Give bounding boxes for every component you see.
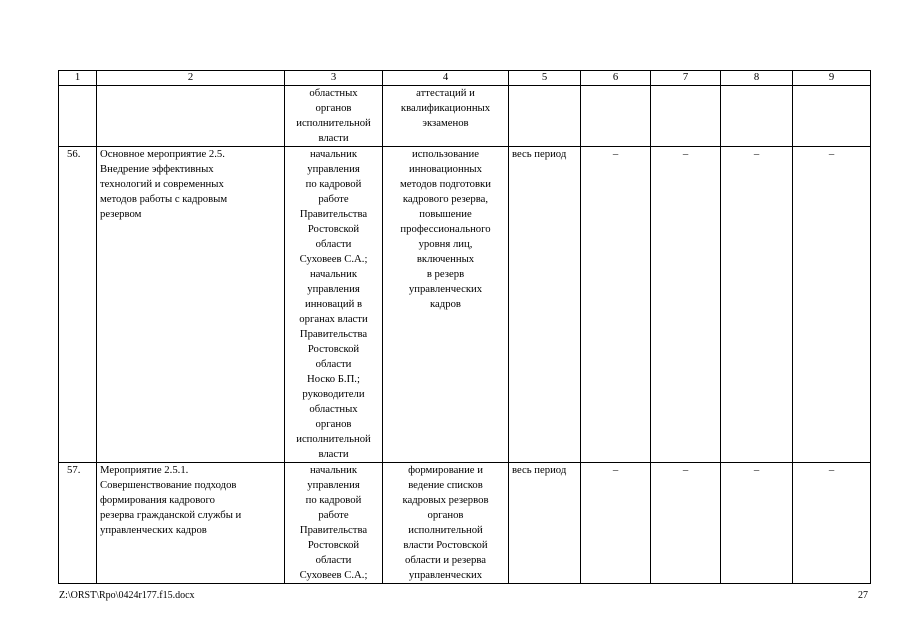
expected-result: аттестаций и квалификационных экзаменов — [383, 86, 509, 147]
column-number: 4 — [383, 71, 509, 86]
column-number: 9 — [793, 71, 871, 86]
expected-result: формирование и ведение списков кадровых резервов органов исполнительной власти Ростовской области и резерва управленческих — [383, 463, 509, 584]
page-number: 27 — [858, 590, 868, 601]
responsible-executor: начальник управления по кадровой работе Правительства Ростовской области Суховеев С.А.; — [285, 463, 383, 584]
period — [509, 86, 581, 147]
measures-table — [58, 70, 871, 584]
responsible-executor: начальник управления по кадровой работе Правительства Ростовской области Суховеев С.А.; начальник управления инноваций в органах власти Правительства Ростовской области Носко Б.П.; руководители областных органов исполнительной власти — [285, 147, 383, 463]
value-col6 — [581, 86, 651, 147]
measure-title — [97, 86, 285, 147]
column-number: 8 — [721, 71, 793, 86]
value-col9: – — [793, 463, 871, 584]
expected-result: использование инновационных методов подготовки кадрового резерва, повышение профессионального уровня лиц, включенных в резерв управленческих кадров — [383, 147, 509, 463]
responsible-executor: областных органов исполнительной власти — [285, 86, 383, 147]
value-col7: – — [651, 463, 721, 584]
value-col9 — [793, 86, 871, 147]
period: весь период — [509, 147, 581, 463]
measure-title: Мероприятие 2.5.1. Совершенствование подходов формирования кадрового резерва гражданской службы и управленческих кадров — [97, 463, 285, 584]
column-number: 3 — [285, 71, 383, 86]
value-col7: – — [651, 147, 721, 463]
value-col8: – — [721, 463, 793, 584]
value-col7 — [651, 86, 721, 147]
value-col8 — [721, 86, 793, 147]
period: весь период — [509, 463, 581, 584]
column-number: 2 — [97, 71, 285, 86]
table-row — [59, 147, 871, 463]
column-number-row — [59, 71, 871, 86]
table-row — [59, 463, 871, 584]
row-number: 56. — [59, 147, 97, 463]
value-col6: – — [581, 463, 651, 584]
column-number: 1 — [59, 71, 97, 86]
value-col8: – — [721, 147, 793, 463]
column-number: 7 — [651, 71, 721, 86]
row-number: 57. — [59, 463, 97, 584]
column-number: 6 — [581, 71, 651, 86]
column-number: 5 — [509, 71, 581, 86]
value-col6: – — [581, 147, 651, 463]
file-path-footer: Z:\ORST\Rpo\0424r177.f15.docx — [59, 590, 195, 601]
value-col9: – — [793, 147, 871, 463]
table-row — [59, 86, 871, 147]
measure-title: Основное мероприятие 2.5. Внедрение эффективных технологий и современных методов работы с кадровым резервом — [97, 147, 285, 463]
row-number — [59, 86, 97, 147]
